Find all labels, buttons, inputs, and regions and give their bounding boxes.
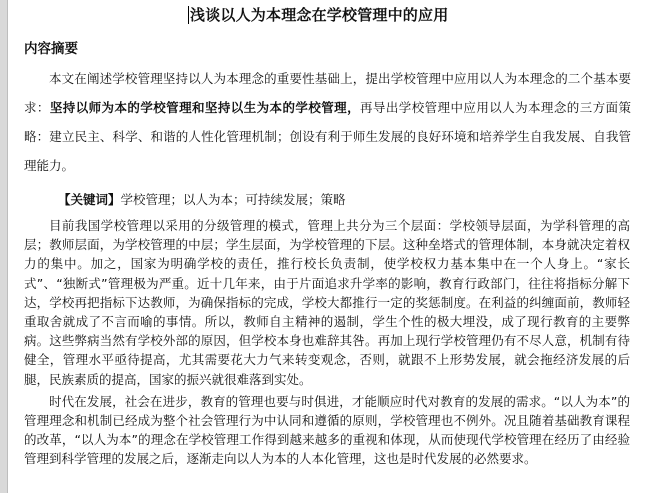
text-cursor [188, 6, 189, 24]
body-paragraph-2: 时代在发展，社会在进步，教育的管理也要与时俱进，才能顺应时代对教育的发展的需求。“以人为本”的管理理念和机制已经成为整个社会管理行为中认同和遵循的原则，学校管理也不例外。况且随着基础教育课程的改革，“以人为本”的理念在学校管理工作得到越来越多的重视和体现，从而使现代学校管理在经历了由经验管理到科学管理的发展之后，逐渐走向以人为本的人本化管理，这也是时代发展的必然要求。 [24, 393, 630, 467]
keywords-line [58, 190, 346, 208]
abstract-section [24, 64, 631, 180]
keywords-value: 学校管理；以人为本；可持续发展；策略 [120, 192, 346, 207]
body-paragraph-1: 目前我国学校管理以采用的分级管理的模式，管理上共分为三个层面：学校领导层面，为学科管理的高层；教师层面，为学校管理的中层；学生层面，为学校管理的下层。这种垒塔式的管理体制，本身就决定着权力的集中。加之，国家为明确学校的责任，推行校长负责制，使学校权力基本集中在一个人身上。“家长式”、“独断式”管理极为严重。近十几年来，由于片面追求升学率的影响，教育行政部门，往往将指标分解下达，学校再把指标下达教师，为确保指标的完成，学校大都推行一定的奖惩制度。在利益的纠缠面前，教师轻重取舍就成了不言而喻的事情。所以，教师自主精神的遏制，学生个性的极大埋没，成了现行教育的主要弊病。这些弊病当然有学校外部的原因，但学校本身也难辞其咎。再加上现行学校管理仍有不尽人意，机制有待健全，管理水平亟待提高，尤其需要花大力气来转变观念，否则，就跟不上形势发展，就会拖经济发展的后腿，民族素质的提高，国家的振兴就很难落到实处。 [24, 218, 630, 387]
abstract-paragraph [24, 64, 631, 180]
window-left-edge [0, 0, 8, 493]
abstract-text-part1: 本文在阐述学校管理坚持以人为本理念的重要性基础上，提出学校管理中应用以人为本理念的二个基本要求： [24, 71, 631, 115]
abstract-text-bold: 坚持以师为本的学校管理和坚持以生为本的学校管理， [49, 100, 361, 115]
abstract-text-part2: 再导出学校管理中应用以人为本理念的三方面策略：建立民主、科学、和谐的人性化管理机制；创设有利于师生发展的良好环境和培养学生自我发展、自我管理能力。 [24, 100, 631, 173]
keywords-label: 【关键词】 [58, 192, 121, 207]
abstract-heading: 内容摘要 [24, 41, 78, 57]
body-section [24, 216, 630, 472]
document-title: 浅谈以人为本理念在学校管理中的应用 [190, 6, 449, 24]
